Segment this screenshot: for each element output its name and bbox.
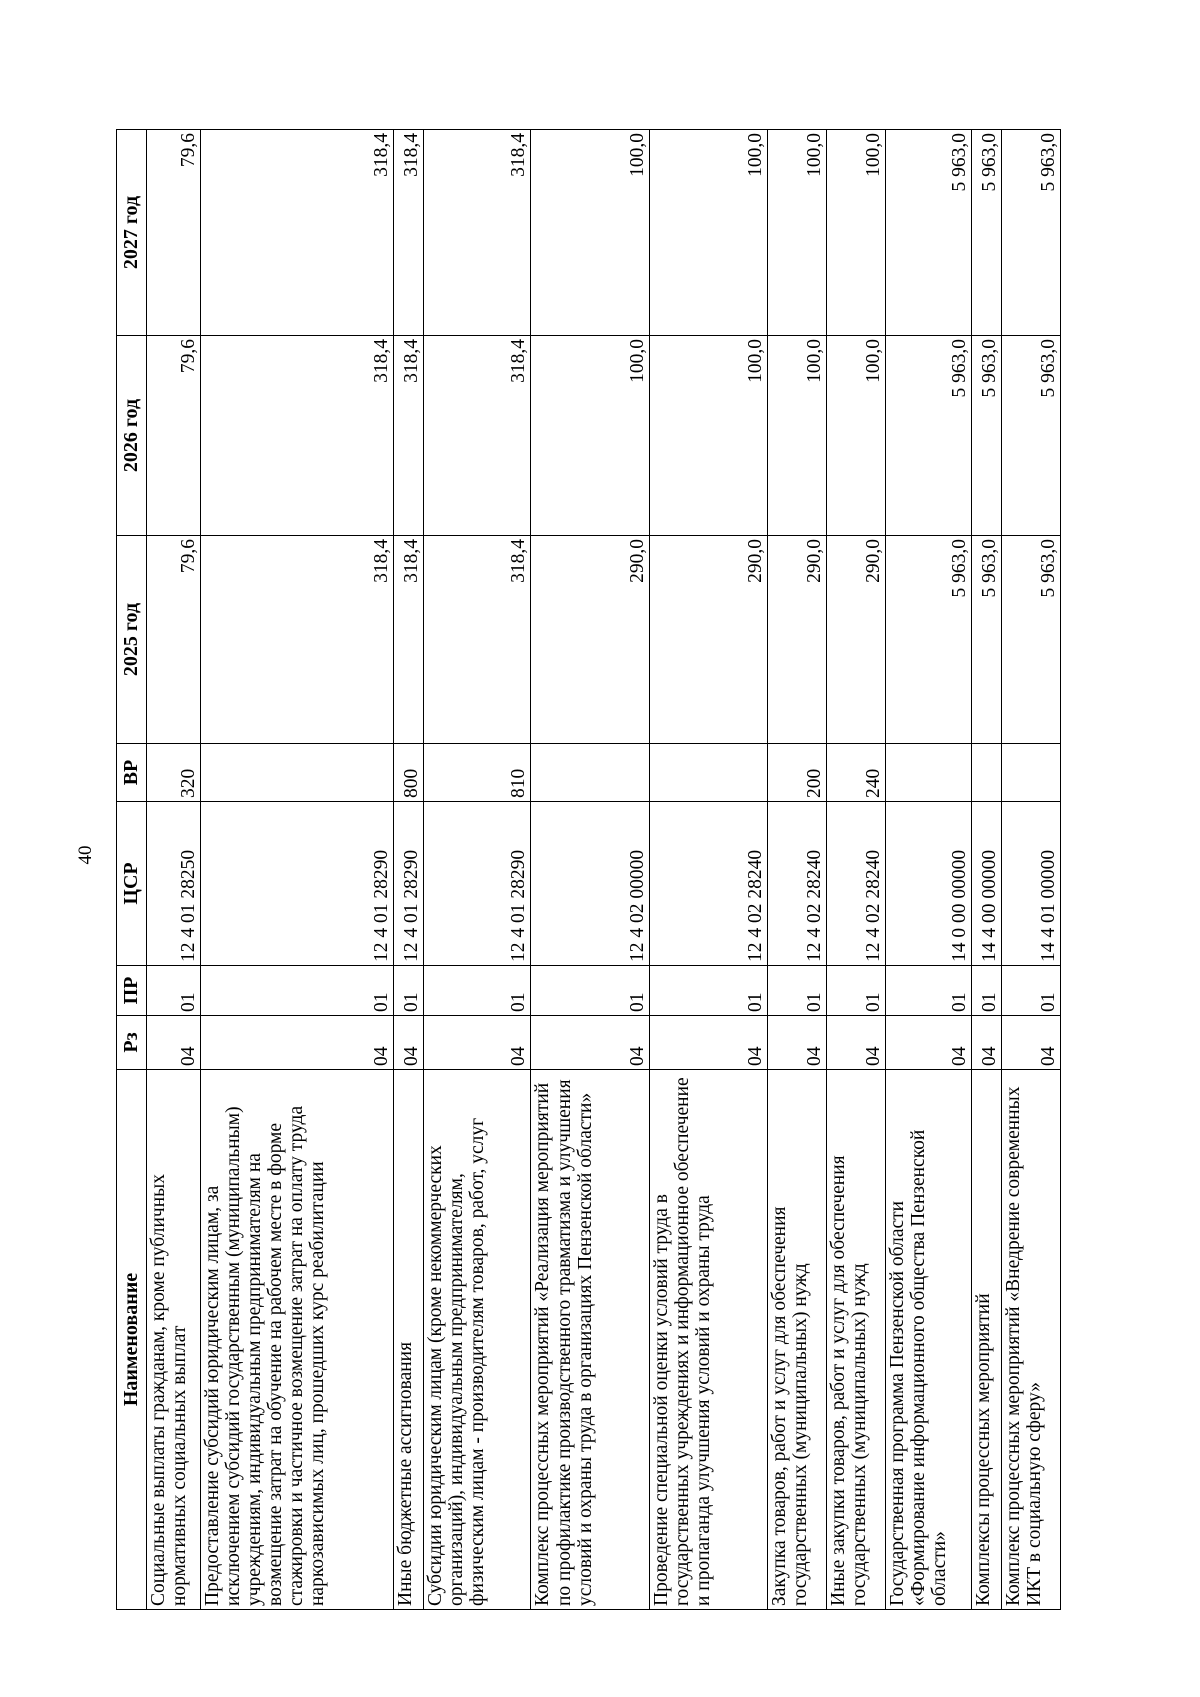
row-pr: 01	[531, 966, 649, 1016]
row-2025: 5 963,0	[1001, 536, 1060, 744]
row-2027: 100,0	[826, 130, 885, 336]
row-name: Предоставление субсидий юридическим лицам, за исключением субсидий государственным (муниципальным) учреждениям, индивидуальным предпринимателям на возмещение затрат на обучение на рабочем месте в форме стажировки и частичное возмещение затрат на оплату труда наркозависимых лиц, прошедших курс реабилитации	[200, 1070, 393, 1610]
row-2025: 318,4	[200, 536, 393, 744]
row-csr: 12 4 01 28290	[424, 802, 531, 966]
table-row	[147, 130, 201, 1610]
row-pr: 01	[1001, 966, 1060, 1016]
row-vr	[971, 744, 1001, 802]
row-2027: 5 963,0	[1001, 130, 1060, 336]
table-row	[200, 130, 393, 1610]
row-rz: 04	[1001, 1016, 1060, 1070]
table-row	[531, 130, 649, 1610]
table-row	[971, 130, 1001, 1610]
row-2026: 100,0	[767, 336, 826, 536]
row-2027: 100,0	[649, 130, 767, 336]
header-2027: 2027 год	[117, 130, 147, 336]
row-2026: 100,0	[649, 336, 767, 536]
row-pr: 01	[767, 966, 826, 1016]
row-vr	[885, 744, 971, 802]
row-2026: 100,0	[826, 336, 885, 536]
row-name: Комплекс процессных мероприятий «Внедрение современных ИКТ в социальную сферу»	[1001, 1070, 1060, 1610]
row-rz: 04	[424, 1016, 531, 1070]
row-name: Государственная программа Пензенской области «Формирование информационного общества Пензенской области»	[885, 1070, 971, 1610]
row-2027: 100,0	[767, 130, 826, 336]
row-pr: 01	[826, 966, 885, 1016]
header-csr: ЦСР	[117, 802, 147, 966]
row-rz: 04	[147, 1016, 201, 1070]
row-csr: 12 4 02 28240	[767, 802, 826, 966]
table-header-row	[117, 130, 147, 1610]
table-row	[394, 130, 424, 1610]
row-2026: 318,4	[424, 336, 531, 536]
row-rz: 04	[200, 1016, 393, 1070]
row-2026: 318,4	[394, 336, 424, 536]
row-2025: 5 963,0	[971, 536, 1001, 744]
row-rz: 04	[394, 1016, 424, 1070]
row-2026: 100,0	[531, 336, 649, 536]
row-vr: 810	[424, 744, 531, 802]
row-csr: 12 4 02 28240	[649, 802, 767, 966]
row-2027: 318,4	[200, 130, 393, 336]
table-row	[885, 130, 971, 1610]
row-rz: 04	[971, 1016, 1001, 1070]
row-2027: 318,4	[394, 130, 424, 336]
row-2025: 5 963,0	[885, 536, 971, 744]
row-pr: 01	[971, 966, 1001, 1016]
row-name: Иные закупки товаров, работ и услуг для обеспечения государственных (муниципальных) нужд	[826, 1070, 885, 1610]
row-2025: 318,4	[394, 536, 424, 744]
row-2027: 318,4	[424, 130, 531, 336]
row-name: Субсидии юридическим лицам (кроме некоммерческих организаций), индивидуальным предпринимателям, физическим лицам - производителям товаров, работ, услуг	[424, 1070, 531, 1610]
header-vr: ВР	[117, 744, 147, 802]
row-rz: 04	[531, 1016, 649, 1070]
row-2026: 5 963,0	[885, 336, 971, 536]
row-csr: 12 4 02 28240	[826, 802, 885, 966]
row-vr: 320	[147, 744, 201, 802]
row-vr	[531, 744, 649, 802]
row-2027: 5 963,0	[885, 130, 971, 336]
row-csr: 12 4 01 28250	[147, 802, 201, 966]
row-csr: 12 4 02 00000	[531, 802, 649, 966]
row-csr: 14 0 00 00000	[885, 802, 971, 966]
table-row	[826, 130, 885, 1610]
row-rz: 04	[826, 1016, 885, 1070]
row-vr: 800	[394, 744, 424, 802]
budget-table	[116, 129, 1061, 1610]
row-2026: 5 963,0	[1001, 336, 1060, 536]
row-2025: 318,4	[424, 536, 531, 744]
row-pr: 01	[200, 966, 393, 1016]
row-csr: 14 4 01 00000	[1001, 802, 1060, 966]
table-row	[424, 130, 531, 1610]
row-name: Проведение специальной оценки условий труда в государственных учреждениях и информационное обеспечение и пропаганда улучшения условий и охраны труда	[649, 1070, 767, 1610]
row-csr: 12 4 01 28290	[200, 802, 393, 966]
row-2027: 5 963,0	[971, 130, 1001, 336]
row-2026: 5 963,0	[971, 336, 1001, 536]
row-2026: 318,4	[200, 336, 393, 536]
row-vr	[1001, 744, 1060, 802]
row-2027: 79,6	[147, 130, 201, 336]
header-2026: 2026 год	[117, 336, 147, 536]
row-2026: 79,6	[147, 336, 201, 536]
row-pr: 01	[394, 966, 424, 1016]
row-rz: 04	[767, 1016, 826, 1070]
row-rz: 04	[649, 1016, 767, 1070]
table-row	[1001, 130, 1060, 1610]
header-pr: ПР	[117, 966, 147, 1016]
row-2025: 290,0	[649, 536, 767, 744]
row-name: Социальные выплаты гражданам, кроме публичных нормативных социальных выплат	[147, 1070, 201, 1610]
row-2025: 290,0	[767, 536, 826, 744]
row-vr	[200, 744, 393, 802]
row-2025: 290,0	[531, 536, 649, 744]
row-csr: 14 4 00 00000	[971, 802, 1001, 966]
row-vr: 240	[826, 744, 885, 802]
table-row	[767, 130, 826, 1610]
row-csr: 12 4 01 28290	[394, 802, 424, 966]
row-rz: 04	[885, 1016, 971, 1070]
row-pr: 01	[649, 966, 767, 1016]
row-pr: 01	[424, 966, 531, 1016]
page-number: 40	[75, 845, 96, 865]
row-pr: 01	[147, 966, 201, 1016]
row-2025: 290,0	[826, 536, 885, 744]
row-name: Комплекс процессных мероприятий «Реализация мероприятий по профилактике производственного травматизма и улучшения условий и охраны труда в организациях Пензенской области»	[531, 1070, 649, 1610]
budget-table-container	[116, 130, 1061, 1610]
row-vr	[649, 744, 767, 802]
row-name: Закупка товаров, работ и услуг для обеспечения государственных (муниципальных) нужд	[767, 1070, 826, 1610]
row-vr: 200	[767, 744, 826, 802]
row-pr: 01	[885, 966, 971, 1016]
header-rz: Рз	[117, 1016, 147, 1070]
header-name: Наименование	[117, 1070, 147, 1610]
header-2025: 2025 год	[117, 536, 147, 744]
table-row	[649, 130, 767, 1610]
row-name: Иные бюджетные ассигнования	[394, 1070, 424, 1610]
row-name: Комплексы процессных мероприятий	[971, 1070, 1001, 1610]
row-2027: 100,0	[531, 130, 649, 336]
row-2025: 79,6	[147, 536, 201, 744]
